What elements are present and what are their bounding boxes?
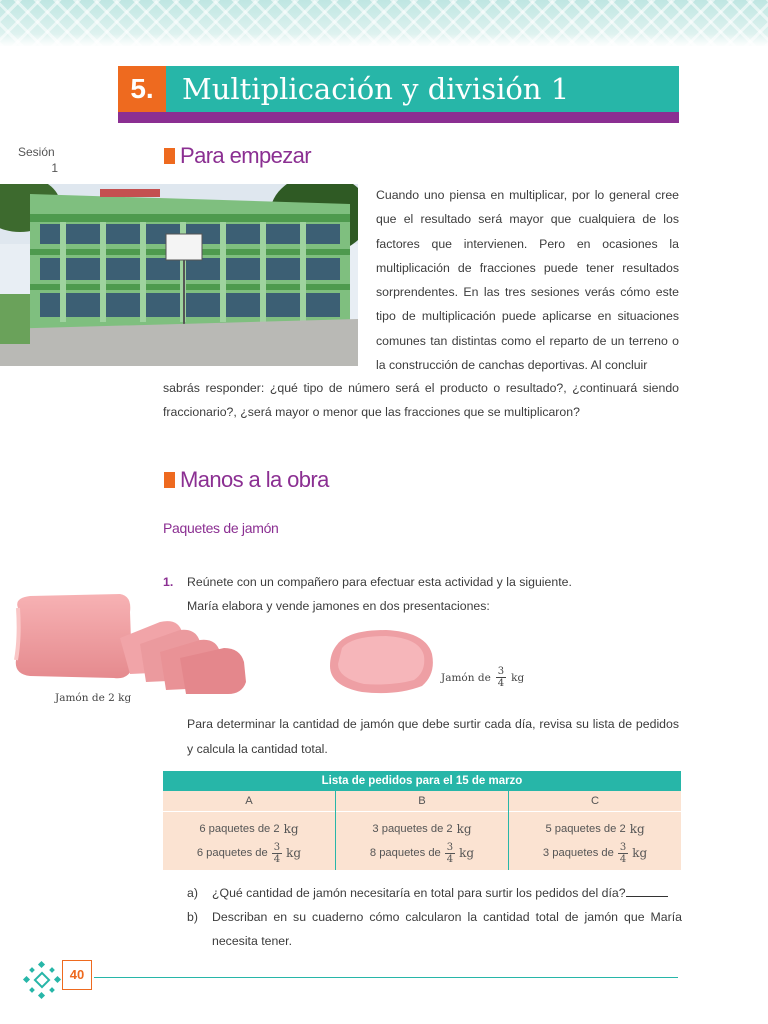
cell-line-2: 8 paquetes de [369, 847, 441, 859]
orders-table [163, 771, 681, 870]
table-cell-c [509, 812, 681, 871]
ham-3-4kg-image [326, 626, 436, 696]
page-number: 40 [62, 960, 92, 990]
caption-prefix: Jamón de [441, 671, 491, 684]
subsection-title: Paquetes de jamón [163, 520, 279, 536]
question-text [212, 881, 682, 905]
cell-line-2: 6 paquetes de [196, 847, 268, 859]
chapter-title-bar [118, 66, 679, 112]
activity-line-1: Reúnete con un compañero para efectuar esta actividad y la siguiente. [187, 575, 572, 589]
unit-kg: kg [283, 822, 299, 836]
intro-paragraph-full: sabrás responder: ¿qué tipo de número será el producto o resultado?, ¿continuará siendo fraccionario?, ¿será mayor o menor que las fracciones que se multiplicaron? [163, 381, 679, 420]
unit-kg: kg [629, 822, 645, 836]
fraction-denominator: 4 [497, 678, 505, 689]
question-a-text: ¿Qué cantidad de jamón necesitaría en total para surtir los pedidos del día? [212, 886, 626, 900]
column-header-c: C [509, 791, 681, 812]
fraction-numerator: 3 [497, 666, 505, 677]
ham-2kg-image [10, 588, 250, 698]
title-underline [118, 112, 679, 123]
section-title-start: Para empezar [180, 143, 311, 168]
fraction-denominator: 4 [446, 853, 454, 865]
question-label: a) [187, 886, 198, 900]
table-cell-b [335, 812, 508, 871]
fraction-three-quarters [272, 842, 282, 865]
section-heading-start [164, 142, 311, 170]
caption-unit: kg [511, 671, 525, 684]
fraction-denominator: 4 [273, 853, 281, 865]
chapter-title: Multiplicación y división 1 [182, 72, 570, 106]
unit-kg: kg [632, 846, 648, 860]
table-title: Lista de pedidos para el 15 de marzo [163, 771, 681, 791]
caption-ham-3-4kg [441, 666, 524, 689]
session-number: 1 [51, 161, 58, 175]
fraction-three-quarters [618, 842, 628, 865]
orange-square-icon [164, 472, 175, 488]
unit-kg: kg [286, 846, 302, 860]
caption-ham-2kg: Jamón de 2 kg [55, 692, 132, 704]
chapter-number: 5. [118, 66, 166, 112]
fraction-numerator: 3 [619, 841, 627, 853]
fraction-denominator: 4 [619, 853, 627, 865]
intro-paragraph-column: Cuando uno piensa en multiplicar, por lo general cree que el resultado será mayor que cualquiera de los factores que intervienen. Pero en ocasiones la multiplicación de fracciones puede tener resultados sorprendentes. En las tres sesiones verás cómo este tipo de multiplicación puede aplicarse en situaciones comunes tan distintas como el reparto de un terreno o la construcción de canchas deportivas. Al concluir [376, 188, 679, 373]
fraction-numerator: 3 [446, 841, 454, 853]
cell-line-1: 3 paquetes de 2 [372, 823, 453, 835]
session-label: Sesión [18, 145, 55, 159]
activity-number: 1. [163, 575, 174, 589]
orange-square-icon [164, 148, 175, 164]
top-band-fade [0, 34, 768, 48]
cell-line-1: 6 paquetes de 2 [199, 823, 280, 835]
section-heading-work [164, 466, 329, 494]
fraction-three-quarters [445, 842, 455, 865]
cell-line-1: 5 paquetes de 2 [545, 823, 626, 835]
cell-line-2: 3 paquetes de [542, 847, 614, 859]
question-text: Describan en su cuaderno cómo calcularon la cantidad total de jamón que María necesita tener. [212, 910, 682, 948]
footer-star-logo-icon [22, 960, 62, 1000]
activity-line-2: María elabora y vende jamones en dos presentaciones: [187, 599, 490, 613]
unit-kg: kg [459, 846, 475, 860]
school-building-photo [0, 184, 358, 366]
fraction-three-quarters [496, 666, 506, 689]
instruction-paragraph: Para determinar la cantidad de jamón que debe surtir cada día, revisa su lista de pedidos y calcula la cantidad total. [187, 717, 679, 756]
session-marker [18, 144, 58, 176]
question-label: b) [187, 910, 198, 924]
fraction-numerator: 3 [273, 841, 281, 853]
answer-blank[interactable] [626, 885, 668, 897]
section-title-work: Manos a la obra [180, 467, 329, 492]
table-cell-a [163, 812, 335, 871]
unit-kg: kg [456, 822, 472, 836]
footer-rule [94, 977, 678, 978]
column-header-b: B [335, 791, 508, 812]
column-header-a: A [163, 791, 335, 812]
